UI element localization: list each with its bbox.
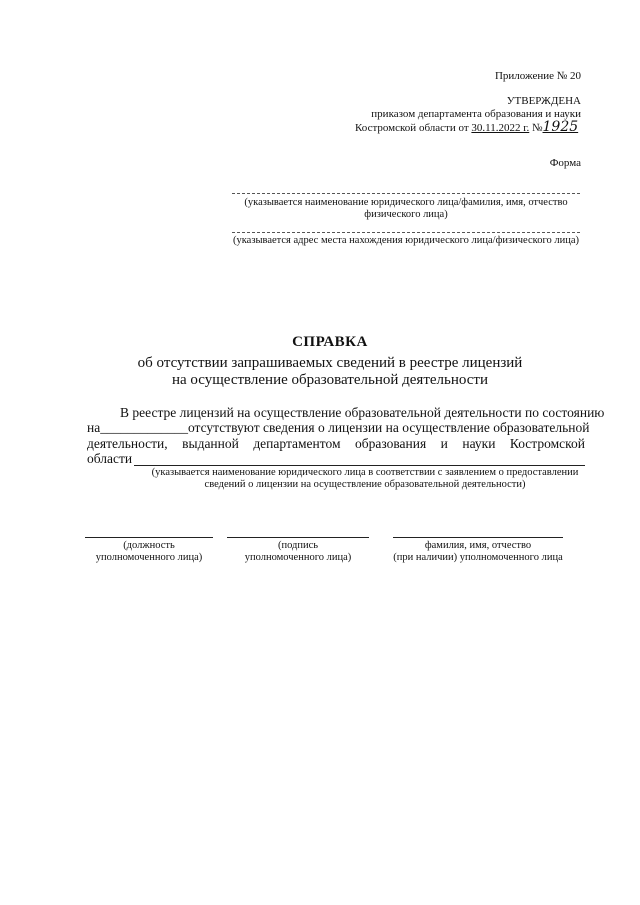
signature-caption-1: (подпись	[277, 540, 319, 551]
body-word: образования	[355, 436, 427, 451]
order-details	[355, 119, 578, 135]
entity-caption-2: сведений о лицензии на осуществление образовательной деятельности)	[204, 479, 526, 490]
body-word: выданной	[182, 436, 239, 451]
entity-name-caption-2: физического лица)	[364, 209, 448, 220]
entity-address-line	[232, 232, 580, 233]
name-line	[393, 537, 563, 538]
signature-line	[227, 537, 369, 538]
order-date: 30.11.2022 г.	[471, 122, 530, 134]
position-caption-1: (должность	[123, 540, 175, 551]
order-prefix: Костромской области от	[355, 122, 472, 134]
entity-address-caption: (указывается адрес места нахождения юридического лица/физического лица)	[232, 235, 580, 246]
entity-name-line	[232, 193, 580, 194]
appendix-number: Приложение № 20	[494, 70, 581, 82]
entity-caption-1: (указывается наименование юридического лица в соответствии с заявлением о предоставлении	[151, 467, 579, 478]
position-line	[85, 537, 213, 538]
document-subtitle-2: на осуществление образовательной деятельности	[171, 372, 489, 388]
body-line-4: области	[87, 451, 133, 466]
body-word: науки	[462, 436, 496, 451]
approved-label: УТВЕРЖДЕНА	[506, 95, 581, 107]
body-line-1: В реестре лицензий на осуществление образовательной деятельности по состоянию	[120, 405, 605, 420]
body-word: деятельности,	[87, 436, 168, 451]
body-line-3	[87, 436, 585, 452]
position-caption-2: уполномоченного лица)	[95, 552, 203, 563]
body-word: Костромской	[509, 436, 585, 451]
signature-caption-2: уполномоченного лица)	[244, 552, 352, 563]
name-caption-2: (при наличии) уполномоченного лица	[393, 552, 563, 563]
body-line-2-prefix: на	[87, 420, 101, 435]
date-blank: _____________	[100, 420, 188, 435]
document-subtitle-1: об отсутствии запрашиваемых сведений в реестре лицензий	[137, 355, 523, 371]
document-title: СПРАВКА	[292, 334, 368, 350]
order-number-label: №	[529, 122, 543, 134]
body-line-2	[87, 420, 590, 436]
form-label: Форма	[549, 157, 581, 169]
name-caption-1: фамилия, имя, отчество	[424, 540, 532, 551]
order-line: приказом департамента образования и науки	[371, 108, 581, 120]
entity-name-caption: (указывается наименование юридического лица/фамилия, имя, отчество	[244, 197, 568, 208]
body-word: департаментом	[253, 436, 341, 451]
body-line-2-text: отсутствуют сведения о лицензии на осуществление образовательной	[187, 420, 590, 435]
entity-blank-line	[134, 465, 585, 466]
body-word: и	[440, 436, 448, 451]
order-number-handwritten: 1925	[542, 119, 579, 135]
